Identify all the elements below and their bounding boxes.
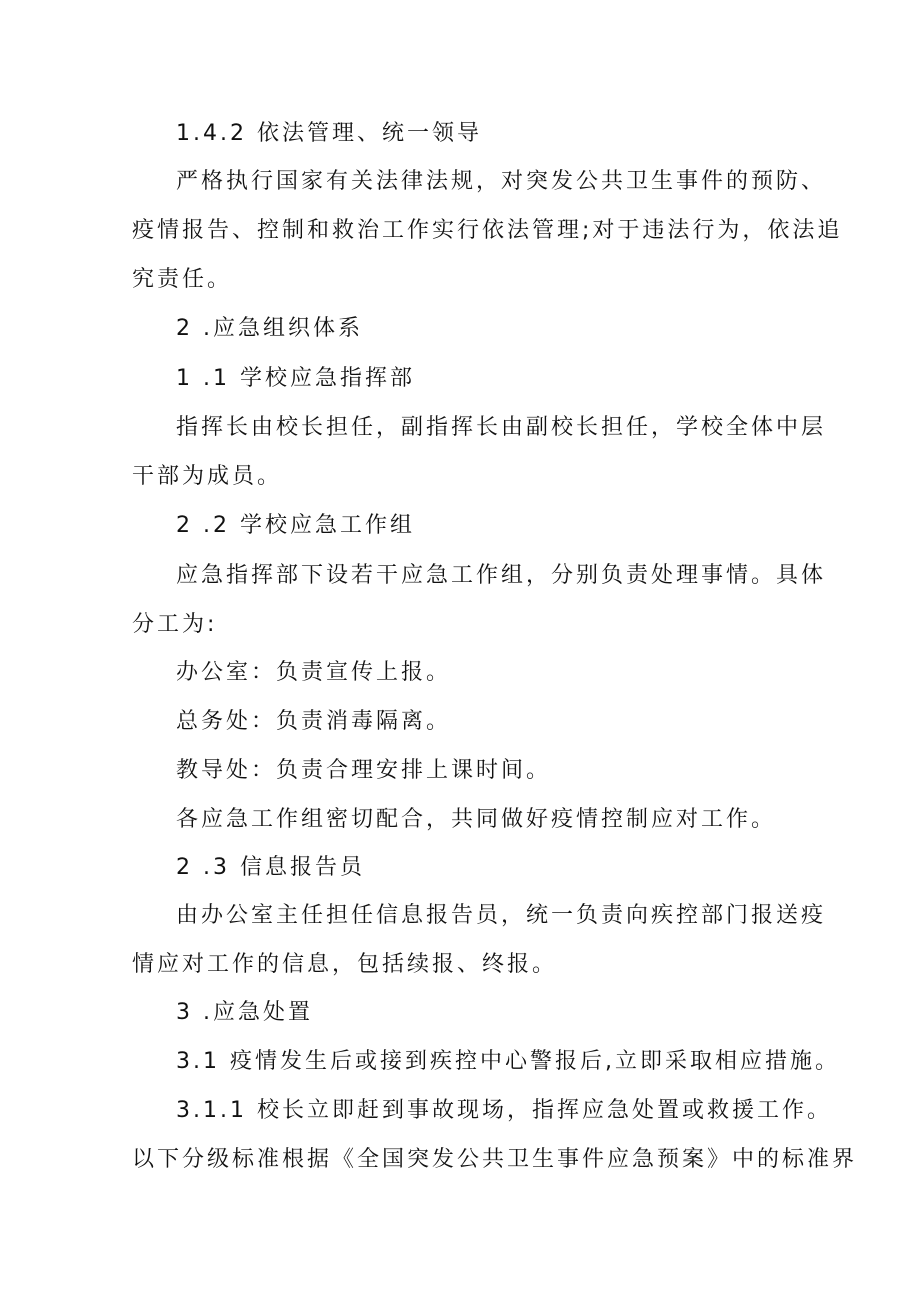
paragraph-line: 由办公室主任担任信息报告员，统一负责向疾控部门报送疫: [176, 903, 827, 928]
paragraph-line: 干部为成员。: [132, 464, 283, 489]
paragraph-line: 分工为:: [132, 612, 218, 637]
paragraph-line: 3.1.1 校长立即赶到事故现场，指挥应急处置或救援工作。: [176, 1098, 832, 1123]
paragraph-line: 究责任。: [132, 267, 233, 292]
list-item: 办公室：负责宣传上报。: [176, 660, 452, 685]
section-heading-3: 3 .应急处置: [176, 1000, 313, 1025]
paragraph-line: 情应对工作的信息，包括续报、终报。: [132, 952, 558, 977]
section-heading-2-2: 2 .2 学校应急工作组: [176, 513, 415, 538]
paragraph-line: 3.1 疫情发生后或接到疾控中心警报后,立即采取相应措施。: [176, 1049, 840, 1074]
paragraph-line: 以下分级标准根据《全国突发公共卫生事件应急预案》中的标准界: [132, 1147, 858, 1172]
list-item: 总务处：负责消毒隔离。: [176, 709, 452, 734]
section-heading-1-1: 1 .1 学校应急指挥部: [176, 366, 415, 391]
section-heading-2-3: 2 .3 信息报告员: [176, 855, 365, 880]
paragraph-line: 指挥长由校长担任，副指挥长由副校长担任，学校全体中层: [176, 415, 827, 440]
list-item: 教导处：负责合理安排上课时间。: [176, 758, 552, 783]
paragraph-line: 各应急工作组密切配合，共同做好疫情控制应对工作。: [176, 807, 777, 832]
section-heading-1-4-2: 1.4.2 依法管理、统一领导: [176, 121, 482, 146]
paragraph-line: 应急指挥部下设若干应急工作组，分别负责处理事情。具体: [176, 563, 827, 588]
section-heading-2: 2 .应急组织体系: [176, 316, 363, 341]
paragraph-line: 严格执行国家有关法律法规，对突发公共卫生事件的预防、: [176, 169, 827, 194]
paragraph-line: 疫情报告、控制和救治工作实行依法管理;对于违法行为，依法追: [132, 218, 843, 243]
